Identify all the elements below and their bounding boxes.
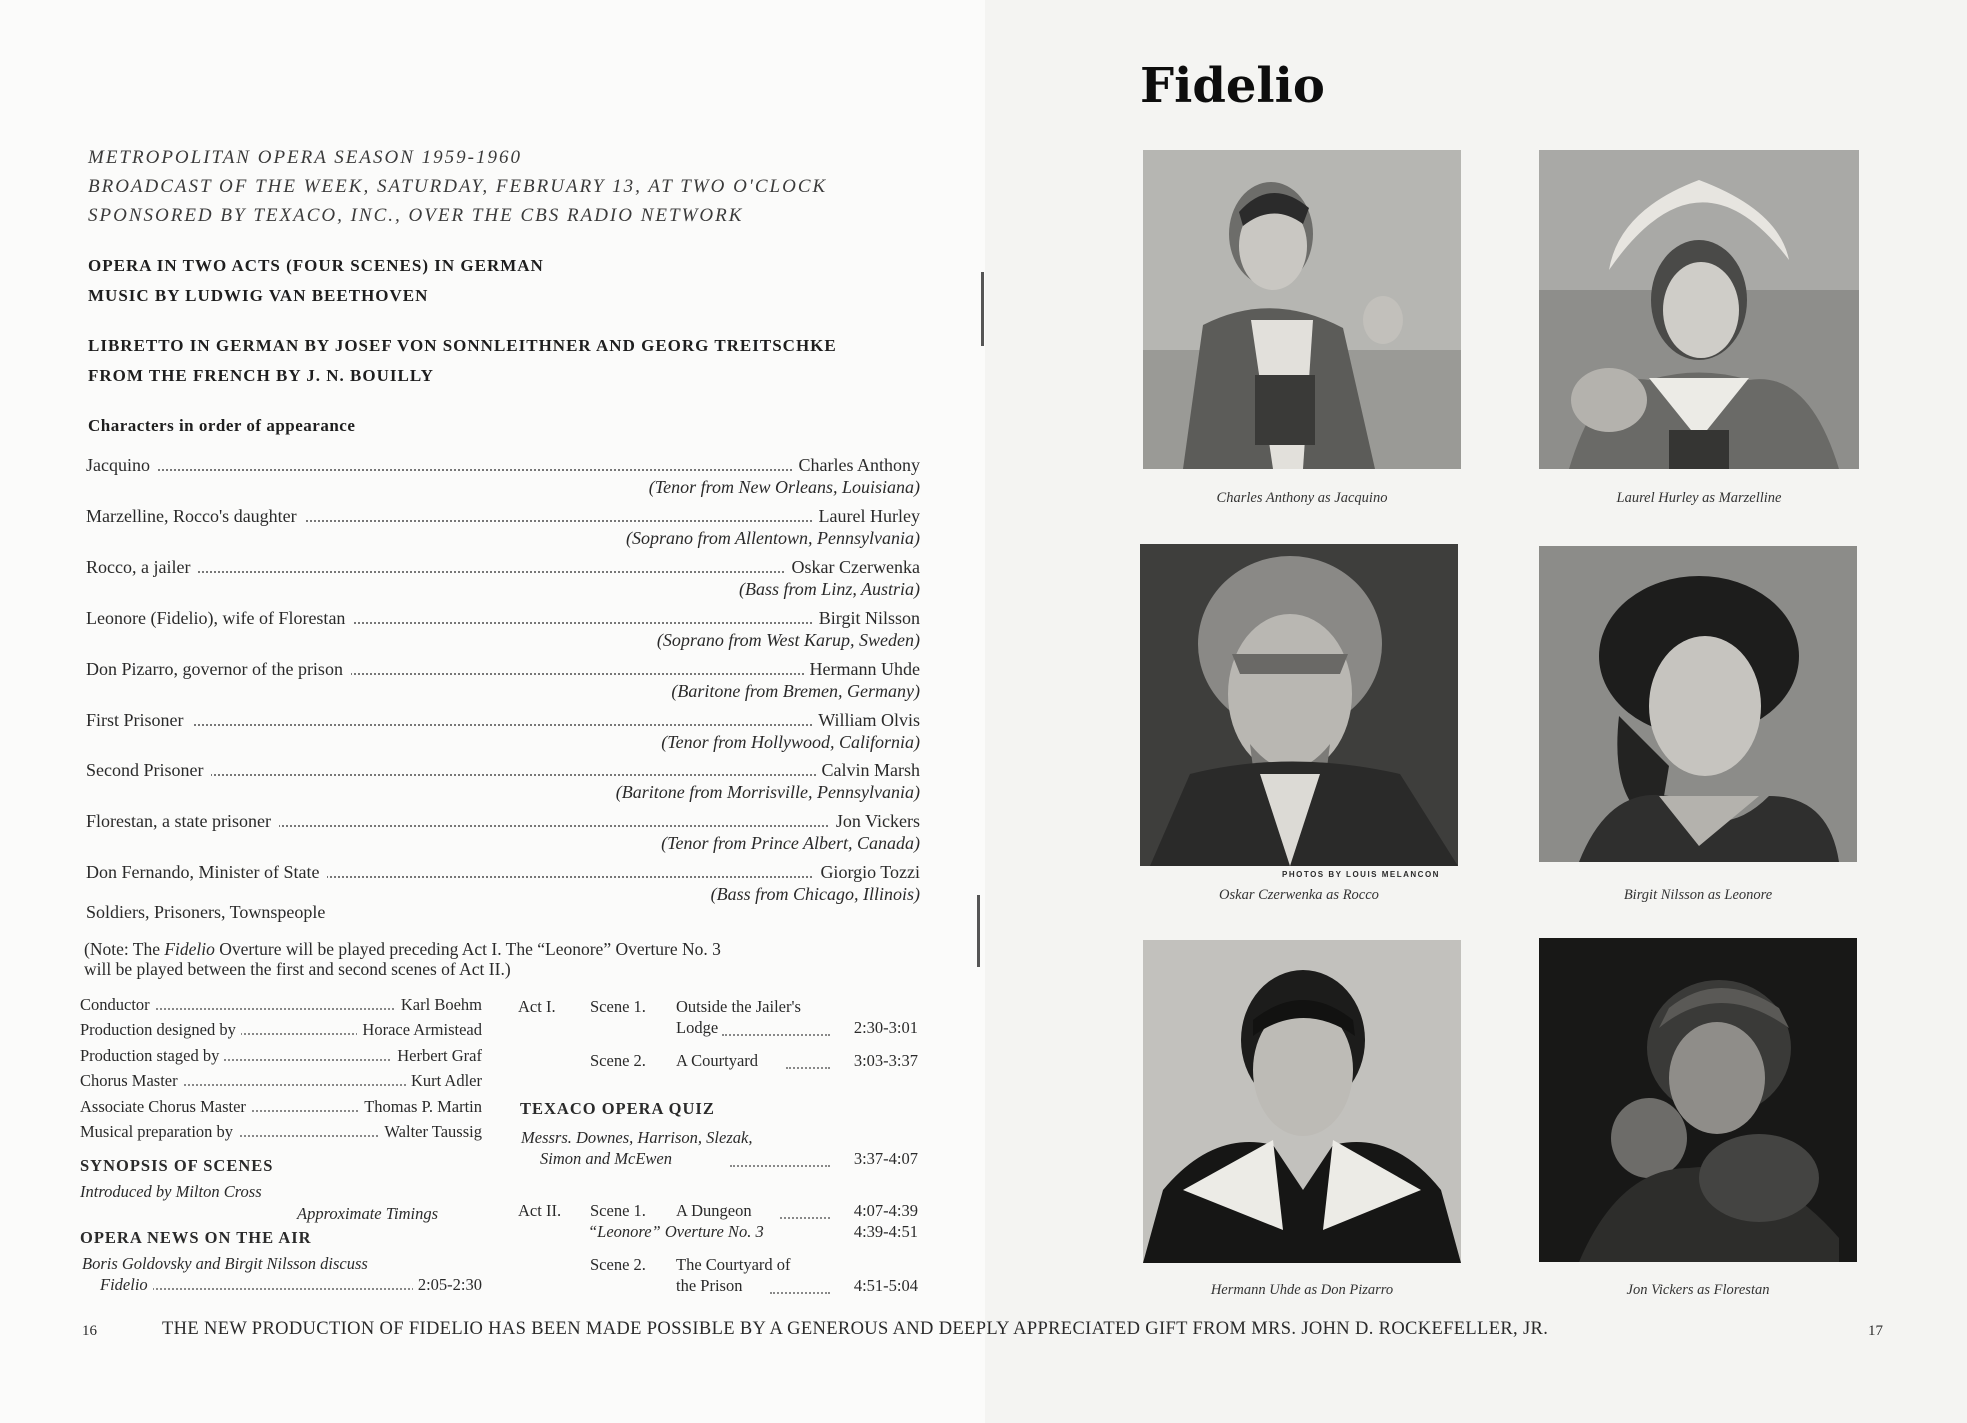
- cast-row: [86, 608, 920, 658]
- photo-caption: Laurel Hurley as Marzelline: [1616, 490, 1782, 506]
- photo-caption: Hermann Uhde as Don Pizarro: [1210, 1282, 1394, 1298]
- act1-scene1-place-cont: Lodge: [676, 1018, 719, 1037]
- overture-note: [84, 939, 920, 979]
- dot-leader: [86, 724, 920, 726]
- cast-row: [86, 506, 920, 556]
- dot-leader: [780, 1217, 830, 1219]
- crew-row: [80, 1071, 482, 1095]
- crew-role: Production staged by: [80, 1046, 224, 1066]
- cast-role: Jacquino: [86, 455, 158, 476]
- act2-scene2-time: 4:51-5:04: [850, 1276, 918, 1296]
- crew-name: Thomas P. Martin: [359, 1097, 482, 1117]
- gift-footer: THE NEW PRODUCTION OF FIDELIO HAS BEEN MADE POSSIBLE BY A GENEROUS AND DEEPLY APPRECIATED GIFT FROM MRS. JOHN D. ROCKEFELLER, JR.: [162, 1319, 1549, 1339]
- dot-leader: [786, 1067, 830, 1069]
- cast-role: First Prisoner: [86, 710, 192, 731]
- header-line: METROPOLITAN OPERA SEASON 1959-1960: [88, 147, 522, 168]
- photo-leonore: [1539, 546, 1857, 862]
- opera-title: Fidelio: [1140, 58, 1325, 114]
- photo-caption: Birgit Nilsson as Leonore: [1623, 887, 1773, 903]
- broadcast-header: [88, 147, 827, 234]
- cast-row: [86, 455, 920, 505]
- note-title: Fidelio: [164, 939, 215, 959]
- act1-scene2-label: Scene 2.: [590, 1051, 646, 1070]
- cast-singer: Calvin Marsh: [816, 760, 921, 781]
- note-line-1: [84, 939, 920, 959]
- photo-caption: Charles Anthony as Jacquino: [1216, 490, 1388, 506]
- act2-scene2-place: The Courtyard of: [676, 1255, 791, 1274]
- cast-origin: (Tenor from Prince Albert, Canada): [661, 833, 920, 853]
- cast-singer: Oskar Czerwenka: [786, 557, 920, 578]
- act1-scene2-time: 3:03-3:37: [850, 1051, 918, 1071]
- note-line-2: will be played between the first and second scenes of Act II.): [84, 959, 511, 979]
- opera-news-time: 2:05-2:30: [413, 1275, 482, 1295]
- libretto-info-line: LIBRETTO IN GERMAN BY JOSEF VON SONNLEITHNER AND GEORG TREITSCHKE: [88, 336, 837, 355]
- photo-jacquino: [1143, 150, 1461, 469]
- act1-label: Act I.: [518, 997, 556, 1016]
- note-text: Overture will be played preceding Act I. The “Leonore” Overture No. 3: [214, 939, 721, 959]
- crew-role: Chorus Master: [80, 1071, 183, 1091]
- synopsis-heading: SYNOPSIS OF SCENES: [80, 1156, 274, 1175]
- header-line: SPONSORED BY TEXACO, INC., OVER THE CBS RADIO NETWORK: [88, 205, 744, 226]
- crew-name: Kurt Adler: [406, 1071, 482, 1091]
- act1-scene2-place: A Courtyard: [676, 1051, 759, 1070]
- dot-leader: [730, 1165, 830, 1167]
- photo-don-pizarro: [1143, 940, 1461, 1263]
- cast-origin: (Tenor from Hollywood, California): [661, 732, 920, 752]
- act2-overture-time: 4:39-4:51: [853, 1222, 918, 1241]
- quiz-panel-line1: Messrs. Downes, Harrison, Slezak,: [521, 1128, 753, 1147]
- crew-role: Musical preparation by: [80, 1122, 238, 1142]
- cast-singer: Jon Vickers: [830, 811, 920, 832]
- cast-origin: (Soprano from Allentown, Pennsylvania): [626, 528, 920, 548]
- cast-row: [86, 760, 920, 810]
- cast-origin: (Soprano from West Karup, Sweden): [656, 630, 920, 650]
- crew-name: Karl Boehm: [396, 995, 482, 1015]
- photo-marzelline: [1539, 150, 1859, 469]
- cast-origin: (Bass from Linz, Austria): [738, 579, 920, 599]
- photo-credit: PHOTOS BY LOUIS MELANCON: [1282, 870, 1440, 879]
- opera-news-heading: OPERA NEWS ON THE AIR: [80, 1228, 312, 1247]
- opera-news-guests: Boris Goldovsky and Birgit Nilsson discuss: [82, 1254, 368, 1273]
- opera-news-row: [100, 1275, 482, 1297]
- crew-name: Horace Armistead: [357, 1020, 482, 1040]
- act2-scene1-label: Scene 1.: [590, 1201, 646, 1220]
- crew-row: [80, 1122, 482, 1146]
- characters-heading: Characters in order of appearance: [88, 416, 356, 435]
- cast-role: Don Fernando, Minister of State: [86, 862, 327, 883]
- cast-singer: Charles Anthony: [793, 455, 921, 476]
- act2-scene2-label: Scene 2.: [590, 1255, 646, 1274]
- photo-caption: Jon Vickers as Florestan: [1626, 1282, 1770, 1298]
- opera-info-line: MUSIC BY LUDWIG VAN BEETHOVEN: [88, 286, 429, 305]
- cast-singer: Giorgio Tozzi: [814, 862, 920, 883]
- act2-scene1-time: 4:07-4:39: [850, 1201, 918, 1221]
- cast-role: Second Prisoner: [86, 760, 211, 781]
- crew-name: Walter Taussig: [379, 1122, 482, 1142]
- act2-label: Act II.: [518, 1201, 562, 1220]
- act2-scene2-place-cont: the Prison: [676, 1276, 743, 1295]
- cast-row: [86, 557, 920, 607]
- header-line: BROADCAST OF THE WEEK, SATURDAY, FEBRUARY 13, AT TWO O'CLOCK: [88, 176, 828, 197]
- crew-row: [80, 1046, 482, 1070]
- quiz-time: 3:37-4:07: [850, 1149, 918, 1169]
- crew-role: Associate Chorus Master: [80, 1097, 251, 1117]
- cast-origin: (Tenor from New Orleans, Louisiana): [648, 477, 920, 497]
- cast-singer: Laurel Hurley: [813, 506, 920, 527]
- cast-origin: (Baritone from Morrisville, Pennsylvania): [615, 782, 920, 802]
- cast-origin: (Baritone from Bremen, Germany): [671, 681, 920, 701]
- cast-singer: Birgit Nilsson: [813, 608, 920, 629]
- staple-mark-top: [981, 272, 984, 346]
- act2-overture: “Leonore” Overture No. 3: [588, 1222, 764, 1241]
- opera-info: [88, 256, 544, 316]
- act1-scene1-time: 2:30-3:01: [850, 1018, 918, 1038]
- act1-scene1-label: Scene 1.: [590, 997, 646, 1016]
- crew-row: [80, 995, 482, 1019]
- cast-singer: Hermann Uhde: [804, 659, 920, 680]
- libretto-info: [88, 336, 837, 396]
- libretto-info-line: FROM THE FRENCH BY J. N. BOUILLY: [88, 366, 434, 385]
- dot-leader: [722, 1034, 830, 1036]
- crew-row: [80, 1097, 482, 1121]
- quiz-panel-line2: Simon and McEwen: [540, 1149, 672, 1168]
- photo-florestan: [1539, 938, 1857, 1262]
- synopsis-intro: Introduced by Milton Cross: [80, 1182, 262, 1201]
- opera-news-title: Fidelio: [100, 1275, 153, 1295]
- crew-role: Production designed by: [80, 1020, 241, 1040]
- crew-role: Conductor: [80, 995, 155, 1015]
- cast-role: Florestan, a state prisoner: [86, 811, 279, 832]
- cast-role: Marzelline, Rocco's daughter: [86, 506, 305, 527]
- cast-row: [86, 811, 920, 861]
- opera-info-line: OPERA IN TWO ACTS (FOUR SCENES) IN GERMAN: [88, 256, 544, 275]
- page-number-left: 16: [82, 1323, 97, 1339]
- photo-caption: Oskar Czerwenka as Rocco: [1219, 887, 1379, 903]
- crew-name: Herbert Graf: [392, 1046, 482, 1066]
- note-text: (Note: The: [84, 939, 165, 959]
- crew-row: [80, 1020, 482, 1044]
- act2-scene1-place: A Dungeon: [676, 1201, 752, 1220]
- act1-scene1-place: Outside the Jailer's: [676, 997, 801, 1016]
- staple-mark-bottom: [977, 895, 980, 967]
- cast-singer: William Olvis: [812, 710, 920, 731]
- dot-leader: [770, 1292, 830, 1294]
- cast-row: [86, 710, 920, 760]
- cast-origin: (Bass from Chicago, Illinois): [710, 884, 920, 904]
- quiz-heading: TEXACO OPERA QUIZ: [520, 1099, 715, 1118]
- cast-role: Leonore (Fidelio), wife of Florestan: [86, 608, 353, 629]
- cast-row: [86, 659, 920, 709]
- page-number-right: 17: [1868, 1323, 1883, 1339]
- photo-rocco: [1140, 544, 1458, 866]
- approximate-timings: Approximate Timings: [297, 1204, 439, 1223]
- cast-role: Don Pizarro, governor of the prison: [86, 659, 351, 680]
- cast-role: Rocco, a jailer: [86, 557, 198, 578]
- chorus-line: Soldiers, Prisoners, Townspeople: [86, 902, 326, 922]
